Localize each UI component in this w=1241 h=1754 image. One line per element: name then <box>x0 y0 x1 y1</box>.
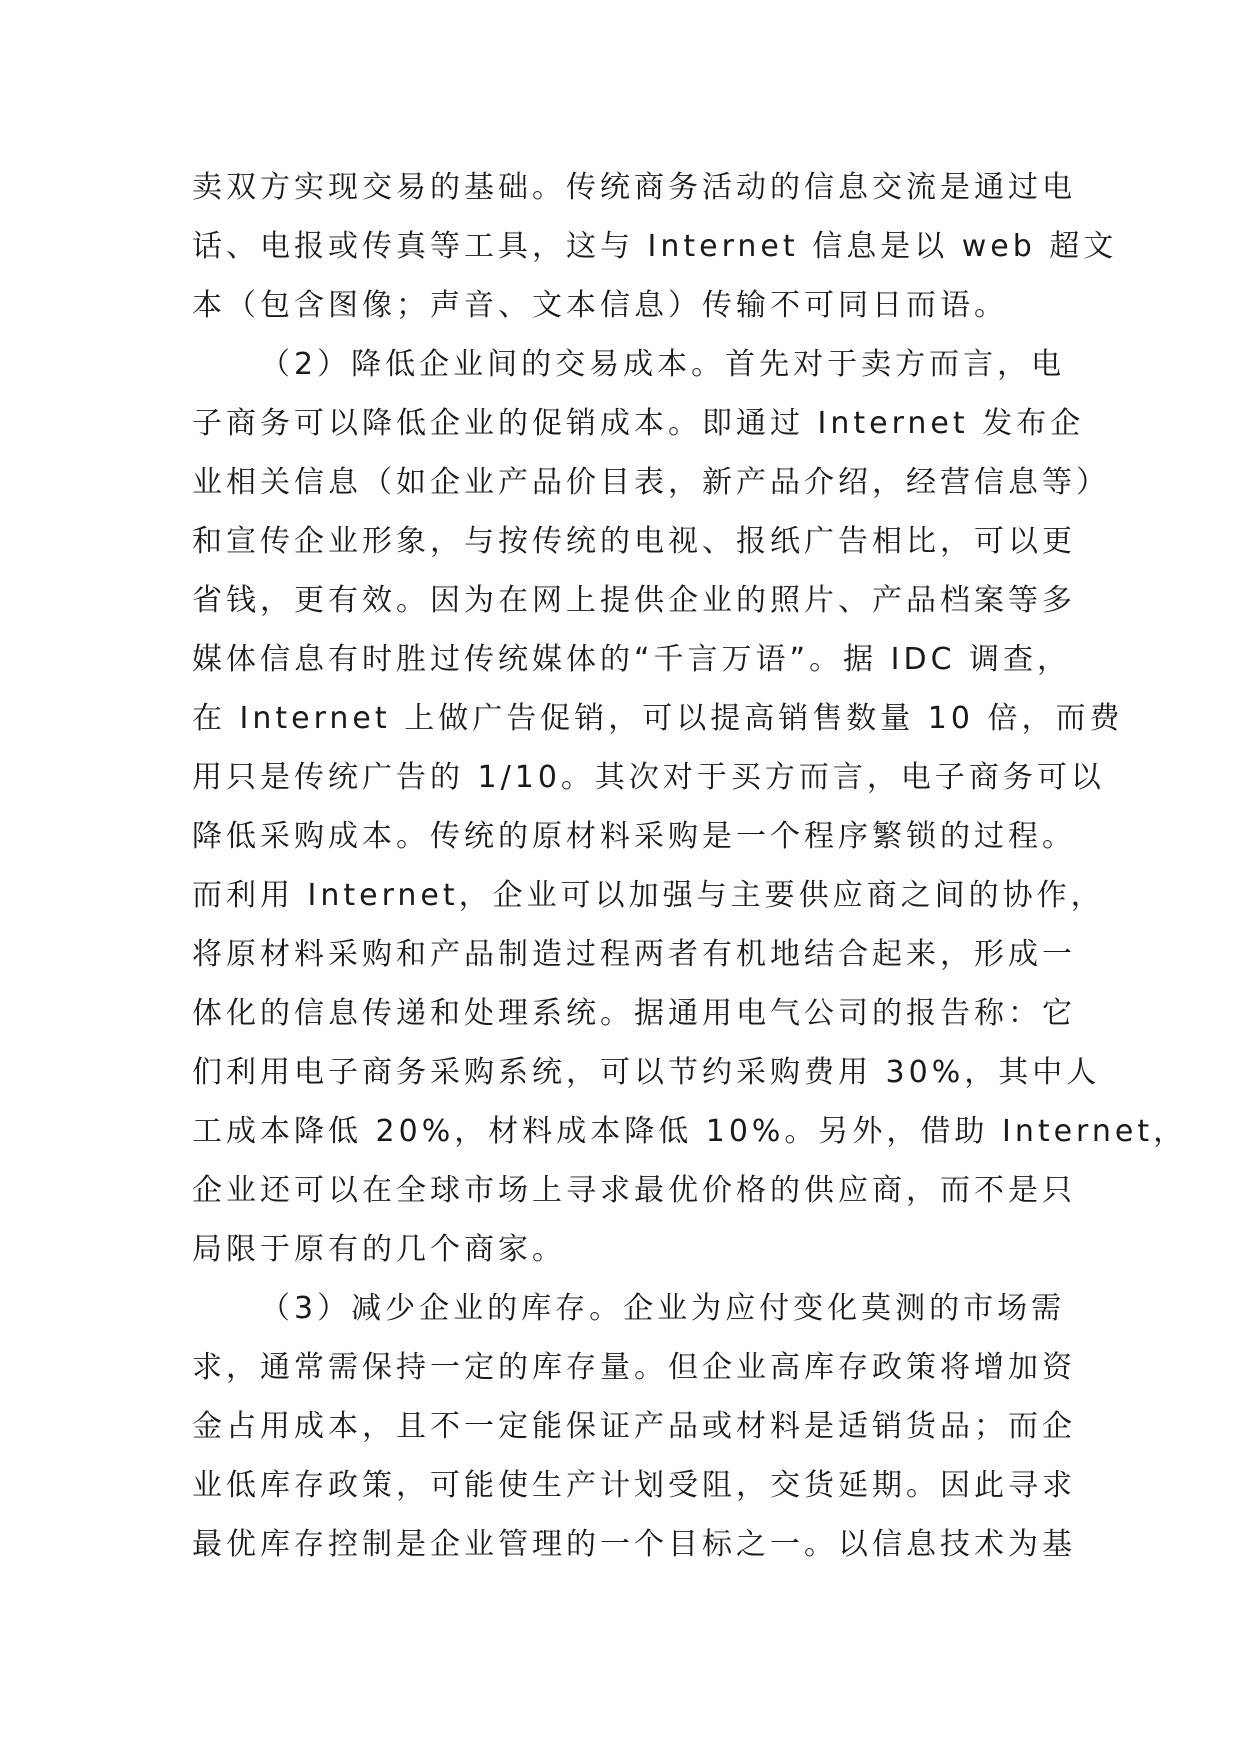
text-line: 用只是传统广告的 1/10。其次对于买方而言，电子商务可以 <box>192 760 1105 795</box>
text-line: 金占用成本，且不一定能保证产品或材料是适销货品；而企 <box>192 1409 1076 1444</box>
text-line: 将原材料采购和产品制造过程两者有机地结合起来，形成一 <box>192 937 1076 972</box>
text-line: 而利用 Internet，企业可以加强与主要供应商之间的协作， <box>192 878 1105 913</box>
paragraph-start-line: （3）减少企业的库存。企业为应付变化莫测的市场需 <box>260 1291 1066 1326</box>
text-line: 最优库存控制是企业管理的一个目标之一。以信息技术为基 <box>192 1527 1076 1562</box>
text-line: 卖双方实现交易的基础。传统商务活动的信息交流是通过电 <box>192 170 1076 205</box>
text-line: 局限于原有的几个商家。 <box>192 1232 566 1267</box>
text-line: 业相关信息（如企业产品价目表，新产品介绍，经营信息等） <box>192 465 1110 500</box>
text-line: 话、电报或传真等工具，这与 Internet 信息是以 web 超文 <box>192 229 1118 264</box>
text-line: 企业还可以在全球市场上寻求最优价格的供应商，而不是只 <box>192 1173 1076 1208</box>
text-line: 体化的信息传递和处理系统。据通用电气公司的报告称：它 <box>192 996 1076 1031</box>
text-line: 省钱，更有效。因为在网上提供企业的照片、产品档案等多 <box>192 583 1076 618</box>
text-line: 降低采购成本。传统的原材料采购是一个程序繁锁的过程。 <box>192 819 1076 854</box>
text-line: 工成本降低 20%，材料成本降低 10%。另外，借助 Internet， <box>192 1114 1188 1149</box>
body-text <box>192 158 1188 1574</box>
text-line: 求，通常需保持一定的库存量。但企业高库存政策将增加资 <box>192 1350 1076 1385</box>
text-line: 在 Internet 上做广告促销，可以提高销售数量 10 倍，而费 <box>192 701 1124 736</box>
text-line: 子商务可以降低企业的促销成本。即通过 Internet 发布企 <box>192 406 1085 441</box>
text-line: 本（包含图像；声音、文本信息）传输不可同日而语。 <box>192 288 1008 323</box>
text-line: 业低库存政策，可能使生产计划受阻，交货延期。因此寻求 <box>192 1468 1076 1503</box>
text-line: 和宣传企业形象，与按传统的电视、报纸广告相比，可以更 <box>192 524 1076 559</box>
text-line: 媒体信息有时胜过传统媒体的“千言万语”。据 IDC 调查， <box>192 642 1072 677</box>
paragraph-start-line: （2）降低企业间的交易成本。首先对于卖方而言，电 <box>260 347 1066 382</box>
text-line: 们利用电子商务采购系统，可以节约采购费用 30%，其中人 <box>192 1055 1101 1090</box>
